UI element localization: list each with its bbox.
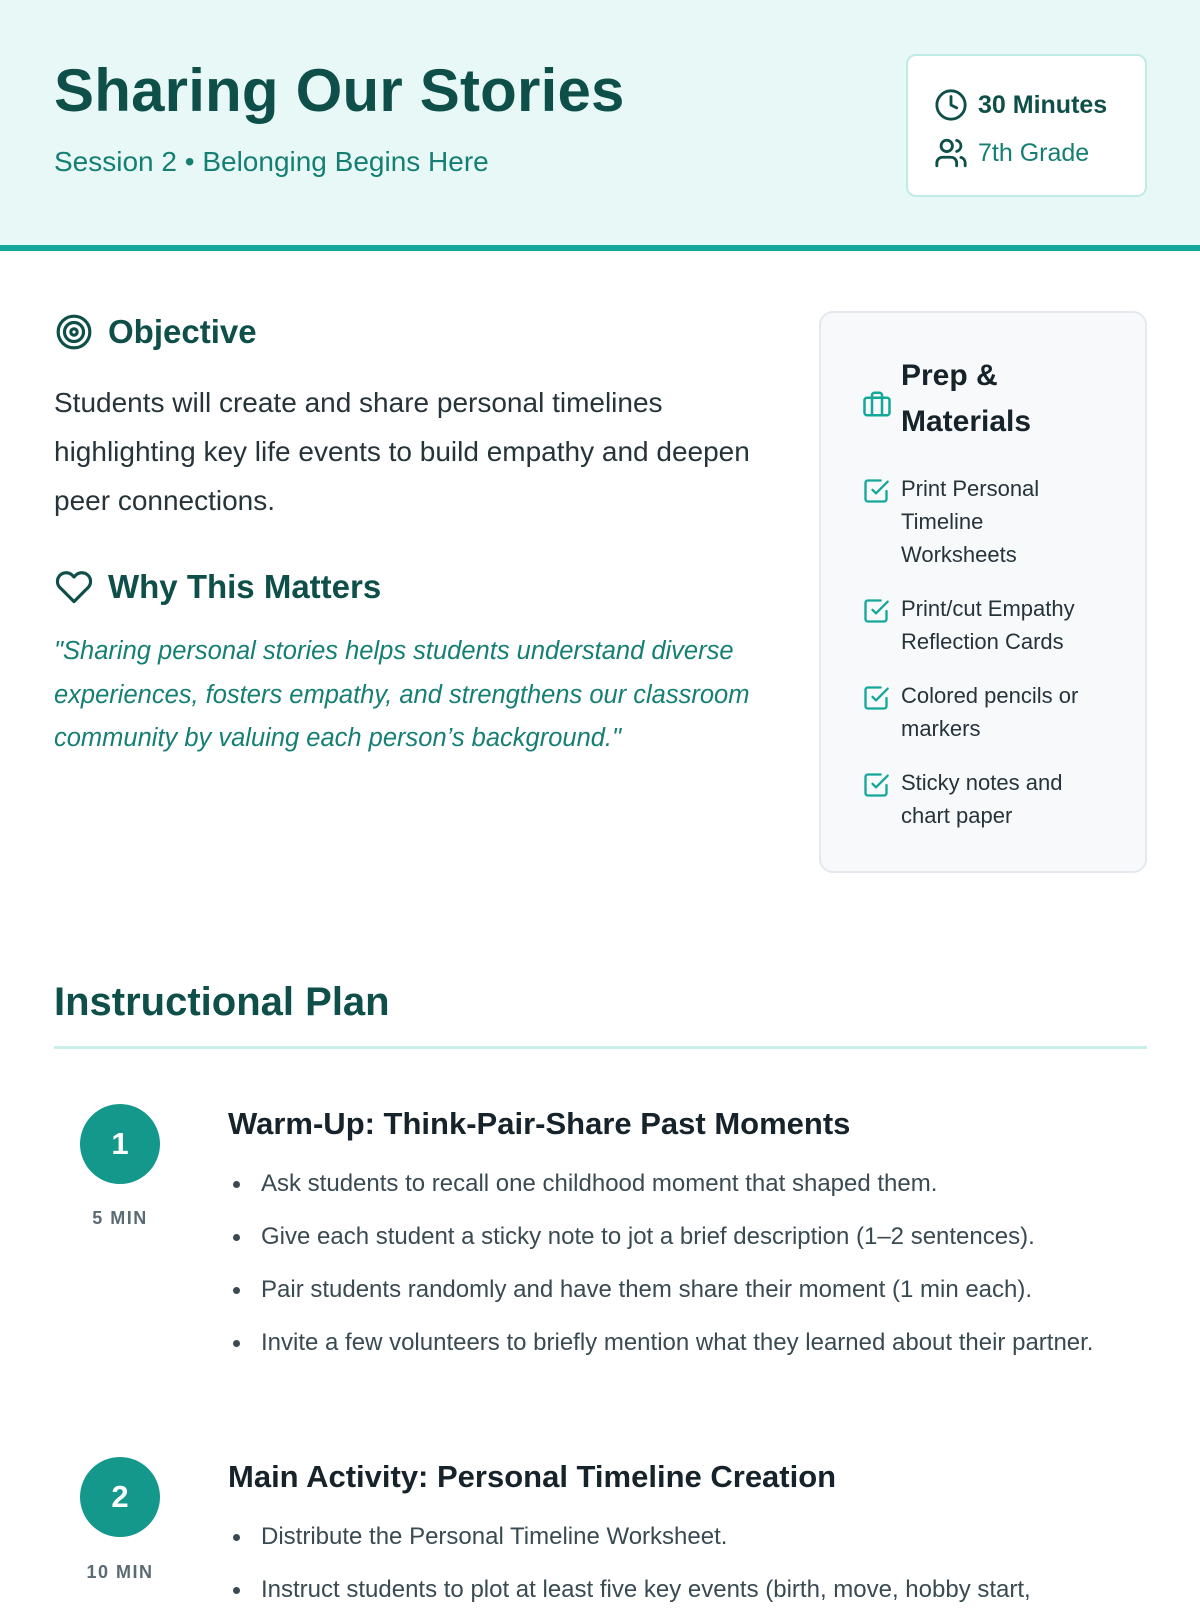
objective-text: Students will create and share personal timelines highlighting key life events to build empathy and deepen peer connections.: [54, 387, 750, 516]
why-title: Why This Matters: [108, 568, 382, 605]
step-title: Main Activity: Personal Timeline Creation: [228, 1459, 837, 1494]
prep-item: [862, 472, 1132, 571]
duration-label: 30 Minutes: [978, 90, 1108, 119]
checkbox-icon: [862, 684, 890, 712]
briefcase-icon: [862, 389, 892, 419]
prep-item: [862, 766, 1132, 832]
session-subtitle: Session 2 • Belonging Begins Here: [54, 146, 489, 177]
list-item: Pair students randomly and have them share their moment (1 min each).: [228, 1270, 1128, 1310]
objective-title: Objective: [108, 313, 257, 350]
lesson-header: [0, 0, 1200, 251]
why-quote: "Sharing personal stories helps students understand diverse experiences, fosters empathy, and strengthens our classroom community by valuing each person’s background.": [54, 637, 750, 752]
users-icon: [934, 136, 968, 170]
lesson-meta-card: [906, 54, 1147, 197]
prep-item-label: Colored pencils or markers: [901, 683, 1079, 741]
why-heading: [54, 567, 381, 607]
checkbox-icon: [862, 771, 890, 799]
plan-title: Instructional Plan: [54, 980, 390, 1024]
page-title: Sharing Our Stories: [54, 57, 625, 124]
prep-item: [862, 592, 1132, 658]
list-item: Distribute the Personal Timeline Worksheet.: [228, 1517, 1128, 1557]
duration-row: [934, 88, 1107, 122]
grade-row: [934, 136, 1089, 170]
target-icon: [54, 312, 94, 352]
step-number-badge: 2: [80, 1457, 160, 1537]
prep-item: [862, 679, 1132, 745]
heart-icon: [54, 567, 94, 607]
plan-divider: [54, 1046, 1147, 1049]
list-item: Invite a few volunteers to briefly mention what they learned about their partner.: [228, 1323, 1128, 1363]
step-duration: 10 MIN: [86, 1562, 154, 1582]
checkbox-icon: [862, 597, 890, 625]
prep-materials-card: [819, 311, 1147, 873]
clock-icon: [934, 88, 968, 122]
prep-title: Prep & Materials: [901, 359, 1032, 438]
prep-item-label: Print/cut Empathy Reflection Cards: [901, 596, 1075, 654]
list-item: Instruct students to plot at least five key events (birth, move, hobby start,: [228, 1570, 1128, 1610]
prep-item-label: Sticky notes and chart paper: [901, 770, 1063, 828]
grade-label: 7th Grade: [978, 138, 1090, 167]
list-item: Give each student a sticky note to jot a brief description (1–2 sentences).: [228, 1217, 1128, 1257]
list-item: Ask students to recall one childhood moment that shaped them.: [228, 1164, 1128, 1204]
step-instructions: [228, 1164, 1128, 1376]
step-duration: 5 MIN: [92, 1208, 148, 1228]
step-instructions: [228, 1517, 1128, 1623]
objective-heading: [54, 312, 257, 352]
step-title: Warm-Up: Think-Pair-Share Past Moments: [228, 1106, 851, 1141]
prep-item-label: Print Personal Timeline Worksheets: [901, 476, 1040, 567]
step-number-badge: 1: [80, 1104, 160, 1184]
checkbox-icon: [862, 477, 890, 505]
